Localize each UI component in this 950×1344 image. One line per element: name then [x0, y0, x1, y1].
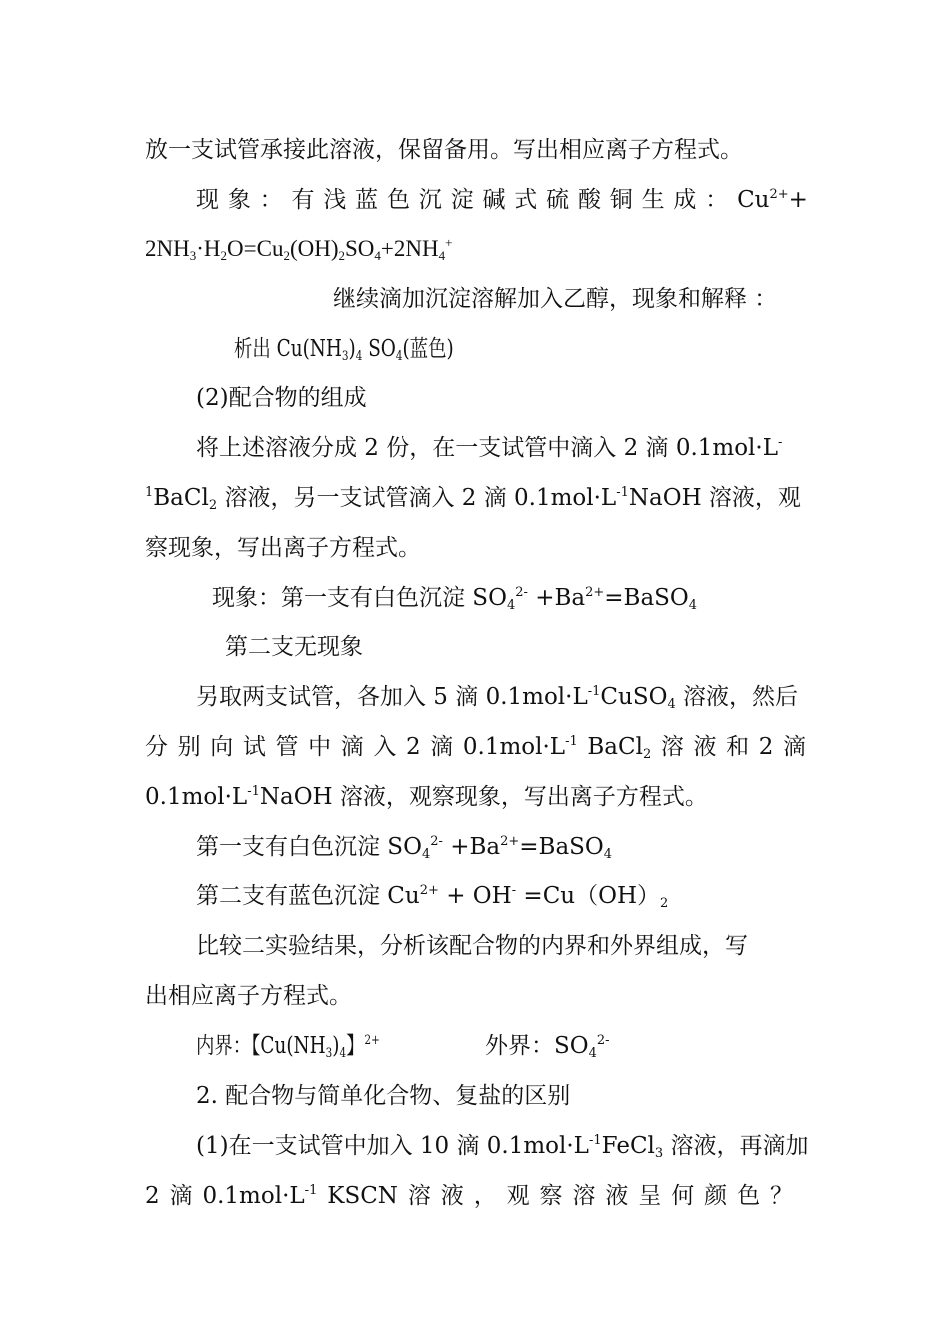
text-line: (1)在一支试管中加入 10 滴 $0.1mol\cdot L^{-1}FeCl_3$ 溶液，再滴加: [196, 1133, 809, 1161]
text-fragment: 0.1mol·L: [462, 734, 566, 760]
text-fragment: 别: [177, 734, 201, 760]
text-fragment: 液: [440, 1183, 464, 1209]
text-fragment: 呈: [638, 1183, 662, 1209]
char: 铜: [609, 187, 633, 213]
word: [704, 1181, 727, 1211]
word: [430, 732, 453, 762]
text-fragment: 中: [308, 734, 332, 760]
word: [210, 732, 233, 762]
text-line: [333, 284, 777, 314]
word: [373, 732, 396, 762]
char: 象: [227, 187, 251, 213]
text-fragment: Cu: [737, 187, 770, 213]
text-line: 将上述溶液分成 2 份，在一支试管中滴入 2 滴 0.1mol·L-: [196, 435, 783, 461]
text-fragment: 滴: [340, 734, 364, 760]
text-fragment: 向: [210, 734, 234, 760]
text-line: $0.1mol\cdot L^{-1}NaOH$ 溶液，观察现象，写出离子方程式。: [145, 784, 708, 810]
char: 淀: [450, 187, 474, 213]
char: 有: [291, 187, 315, 213]
text-line: [145, 135, 743, 165]
equation-line: $2NH_3\cdot H_2O=Cu_2(OH)_2SO_4+2NH_4^+$: [145, 235, 453, 263]
char: 碱: [482, 187, 506, 213]
text-fragment: 试: [242, 734, 266, 760]
word: [540, 1181, 563, 1211]
word: [243, 732, 266, 762]
result-line: 第二支有蓝色沉淀 $Cu^{2+} + OH^- =Cu(OH)_2$: [196, 883, 669, 911]
char: 生: [641, 187, 665, 213]
text-fragment: BaCl: [587, 734, 643, 760]
text-line: 比较二实验结果，分析该配合物的内界和外界组成，写: [196, 933, 748, 959]
subscript: 2: [642, 747, 652, 762]
text-fragment: 分: [145, 734, 168, 760]
text-fragment: 入: [373, 734, 397, 760]
text-fragment: 滴: [430, 734, 454, 760]
text-fragment: 和: [726, 734, 750, 760]
word: [726, 732, 749, 762]
justified-line: [145, 1181, 793, 1211]
cu-ion: [737, 185, 808, 215]
text-fragment: 2: [145, 1183, 160, 1209]
text-fragment: ？: [770, 1183, 793, 1209]
char: 现: [196, 187, 219, 213]
char: 成: [673, 187, 697, 213]
word: [759, 732, 774, 762]
word: [783, 732, 806, 762]
text-line: 察现象，写出离子方程式。: [145, 535, 421, 561]
result-line: 内界：【$Cu(NH_3)_4$】$^{2+}$: [196, 1033, 380, 1061]
phenomenon-line: [196, 185, 808, 215]
word: [308, 732, 331, 762]
char: 蓝: [355, 187, 379, 213]
text-fragment: 何: [671, 1183, 695, 1209]
text-fragment: 0.1mol·L: [202, 1183, 305, 1209]
char: 硫: [546, 187, 570, 213]
char: ：: [259, 187, 283, 213]
text-fragment: 颜: [704, 1183, 728, 1209]
text-fragment: 溶: [572, 1183, 596, 1209]
paragraph-text: 继续滴加沉淀溶解加入乙醇，现象和解释 ：: [333, 286, 778, 312]
text-line: 析出 $Cu(NH_3)_4$ $SO_4$(蓝色): [234, 336, 454, 364]
word: [638, 1181, 661, 1211]
word: [202, 1181, 317, 1211]
word: [671, 1181, 694, 1211]
char: 式: [514, 187, 538, 213]
char: 沉: [418, 187, 442, 213]
text-fragment: 2: [758, 734, 774, 760]
char: 酸: [577, 187, 601, 213]
text-fragment: 滴: [169, 1183, 193, 1209]
result-line: 第一支有白色沉淀 $SO_4^{2-}$ $+Ba^{2+}=BaSO_4$: [196, 834, 613, 862]
text-line: $^1$BaCl$_2$ 溶液，另一支试管滴入 2 滴 $0.1mol\cdot L^{-1}NaOH$ 溶液，观: [145, 485, 801, 513]
word: [661, 732, 684, 762]
text-line: 出相应离子方程式。: [145, 983, 352, 1009]
word: [276, 732, 299, 762]
text-fragment: 液: [605, 1183, 629, 1209]
word: [170, 1181, 193, 1211]
text-fragment: ，: [473, 1183, 497, 1209]
result-line: 现象：第一支有白色沉淀 $SO_4^{2-}$ $+Ba^{2+}=BaSO_4$: [212, 585, 698, 613]
text-fragment: 色: [737, 1183, 761, 1209]
superscript: -1: [304, 1183, 318, 1198]
word: [178, 732, 201, 762]
word: [441, 1181, 464, 1211]
word: [587, 732, 651, 762]
word: [474, 1181, 497, 1211]
word: [341, 732, 364, 762]
word: [327, 1181, 398, 1211]
word: [737, 1181, 760, 1211]
char: 浅: [323, 187, 347, 213]
text-fragment: 溶: [660, 734, 684, 760]
text-fragment: KSCN: [327, 1183, 398, 1209]
text-fragment: 溶: [407, 1183, 431, 1209]
word: [145, 732, 168, 762]
superscript: 2+: [769, 187, 789, 202]
word: [770, 1181, 793, 1211]
word: [145, 1181, 160, 1211]
char: ：: [705, 187, 729, 213]
justified-line: [145, 732, 806, 762]
text-fragment: 液: [693, 734, 717, 760]
superscript: -1: [565, 734, 578, 749]
text-line: 另取两支试管，各加入 5 滴 $0.1mol\cdot L^{-1}CuSO_4$ 溶液，然后: [196, 684, 799, 712]
result-line: 第二支无现象: [225, 634, 363, 660]
text-fragment: +: [788, 187, 808, 213]
text-fragment: 滴: [783, 734, 806, 760]
section-heading: (2)配合物的组成: [196, 385, 367, 411]
text-fragment: 察: [539, 1183, 563, 1209]
paragraph-text: 放一支试管承接此溶液，保留备用。写出相应离子方程式。: [145, 137, 743, 163]
word: [572, 1181, 595, 1211]
text-fragment: 观: [506, 1183, 530, 1209]
section-heading: 2. 配合物与简单化合物、复盐的区别: [196, 1083, 571, 1109]
word: [463, 732, 578, 762]
word: [605, 1181, 628, 1211]
word: [406, 732, 421, 762]
word: [693, 732, 716, 762]
text-fragment: 2: [406, 734, 421, 760]
char: 色: [386, 187, 410, 213]
text-fragment: 管: [275, 734, 299, 760]
word: [507, 1181, 530, 1211]
outer-sphere-text: 外界：$SO_4^{2-}$: [485, 1033, 610, 1061]
word: [408, 1181, 431, 1211]
